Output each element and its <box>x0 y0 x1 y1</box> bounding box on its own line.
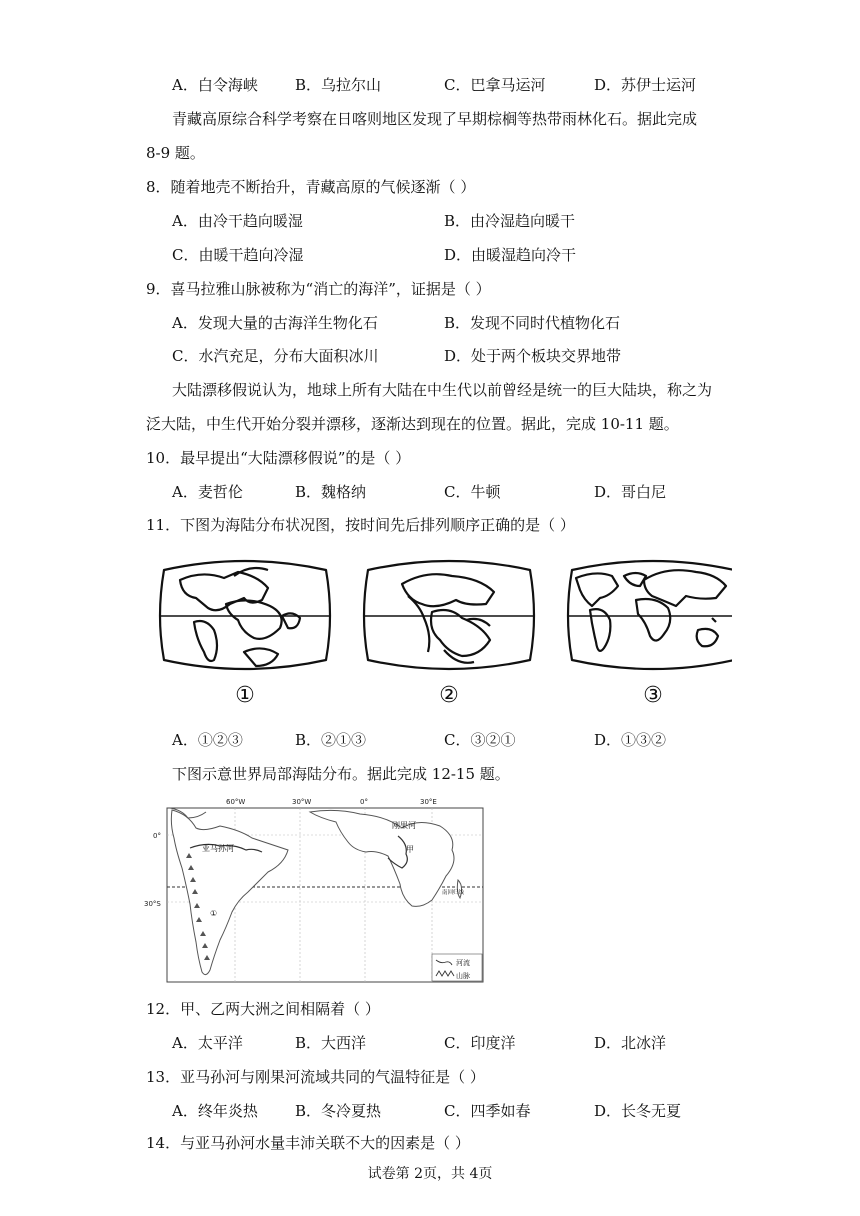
passage-3: 下图示意世界局部海陆分布。据此完成 12-15 题。 <box>172 765 510 783</box>
q12-option-a: A．太平洋 <box>172 1034 243 1052</box>
map-legend <box>432 954 482 981</box>
q12-option-d: D．北冰洋 <box>594 1034 667 1052</box>
q10-option-a: A．麦哲伦 <box>172 483 243 501</box>
q8-option-d: D．由暖湿趋向冷干 <box>444 246 577 264</box>
q13-option-b: B．冬冷夏热 <box>295 1102 382 1120</box>
q11-option-c: C．③②① <box>444 731 516 749</box>
q8-stem: 8．随着地壳不断抬升，青藏高原的气候逐渐（ ） <box>146 178 476 196</box>
tropic-label: 南回归线 <box>442 890 465 896</box>
q14-stem: 14．与亚马孙河水量丰沛关联不大的因素是（ ） <box>146 1134 470 1152</box>
legend-river: 河流 <box>456 959 470 967</box>
q7-option-a: A．白令海峡 <box>172 76 258 94</box>
q7-option-c: C．巴拿马运河 <box>444 76 546 94</box>
q13-option-a: A．终年炎热 <box>172 1102 258 1120</box>
q11-stem: 11．下图为海陆分布状况图，按时间先后排列顺序正确的是（ ） <box>146 516 575 534</box>
congo-label: 刚果河 <box>392 821 416 830</box>
q8-option-a: A．由冷干趋向暖湿 <box>172 212 303 230</box>
world-partial-map <box>140 788 490 984</box>
lat-label-30s: 30°S <box>144 900 161 908</box>
jia-label: 甲 <box>406 845 414 854</box>
lon-label-30e: 30°E <box>420 798 437 806</box>
q9-stem: 9．喜马拉雅山脉被称为“消亡的海洋”，证据是（ ） <box>146 280 491 298</box>
passage-2-line-1: 大陆漂移假说认为，地球上所有大陆在中生代以前曾经是统一的巨大陆块，称之为 <box>172 381 713 399</box>
amazon-label: 亚马孙河 <box>202 844 234 853</box>
lon-label-30w: 30°W <box>292 798 312 806</box>
q9-option-b: B．发现不同时代植物化石 <box>444 314 621 332</box>
map-label-3: ③ <box>643 683 663 708</box>
q8-option-b: B．由冷湿趋向暖干 <box>444 212 576 230</box>
continental-drift-maps <box>158 556 732 712</box>
map-label-2: ② <box>439 683 459 708</box>
lat-label-0: 0° <box>153 832 161 840</box>
q13-option-d: D．长冬无夏 <box>594 1102 682 1120</box>
legend-mountain: 山脉 <box>456 972 470 980</box>
passage-2-line-2: 泛大陆，中生代开始分裂并漂移，逐渐达到现在的位置。据此，完成 10-11 题。 <box>146 415 679 433</box>
q11-option-d: D．①③② <box>594 731 667 749</box>
lon-label-60w: 60°W <box>226 798 246 806</box>
q10-stem: 10．最早提出“大陆漂移假说”的是（ ） <box>146 449 411 467</box>
q10-option-b: B．魏格纳 <box>295 483 367 501</box>
passage-1-line-2: 8-9 题。 <box>146 144 205 162</box>
q8-option-c: C．由暖干趋向冷湿 <box>172 246 304 264</box>
map-label-1: ① <box>235 683 255 708</box>
q10-option-d: D．哥白尼 <box>594 483 667 501</box>
drift-map-1 <box>160 561 330 669</box>
q11-option-b: B．②①③ <box>295 731 367 749</box>
q7-option-d: D．苏伊士运河 <box>594 76 697 94</box>
q9-option-a: A．发现大量的古海洋生物化石 <box>172 314 378 332</box>
q11-option-a: A．①②③ <box>172 731 243 749</box>
circle-1-label: ① <box>210 909 218 918</box>
q13-stem: 13．亚马孙河与刚果河流域共同的气温特征是（ ） <box>146 1068 485 1086</box>
q12-option-c: C．印度洋 <box>444 1034 516 1052</box>
page-footer: 试卷第 2页，共 4页 <box>367 1166 493 1182</box>
lon-label-0: 0° <box>360 798 368 806</box>
passage-1-line-1: 青藏高原综合科学考察在日喀则地区发现了早期棕榈等热带雨林化石。据此完成 <box>172 110 698 128</box>
q13-option-c: C．四季如春 <box>444 1102 531 1120</box>
q7-option-b: B．乌拉尔山 <box>295 76 382 94</box>
q9-option-d: D．处于两个板块交界地带 <box>444 347 622 365</box>
q12-option-b: B．大西洋 <box>295 1034 367 1052</box>
q9-option-c: C．水汽充足，分布大面积冰川 <box>172 347 379 365</box>
q12-stem: 12．甲、乙两大洲之间相隔着（ ） <box>146 1000 380 1018</box>
drift-map-2 <box>364 561 534 669</box>
q10-option-c: C．牛顿 <box>444 483 501 501</box>
drift-map-3 <box>568 561 732 669</box>
